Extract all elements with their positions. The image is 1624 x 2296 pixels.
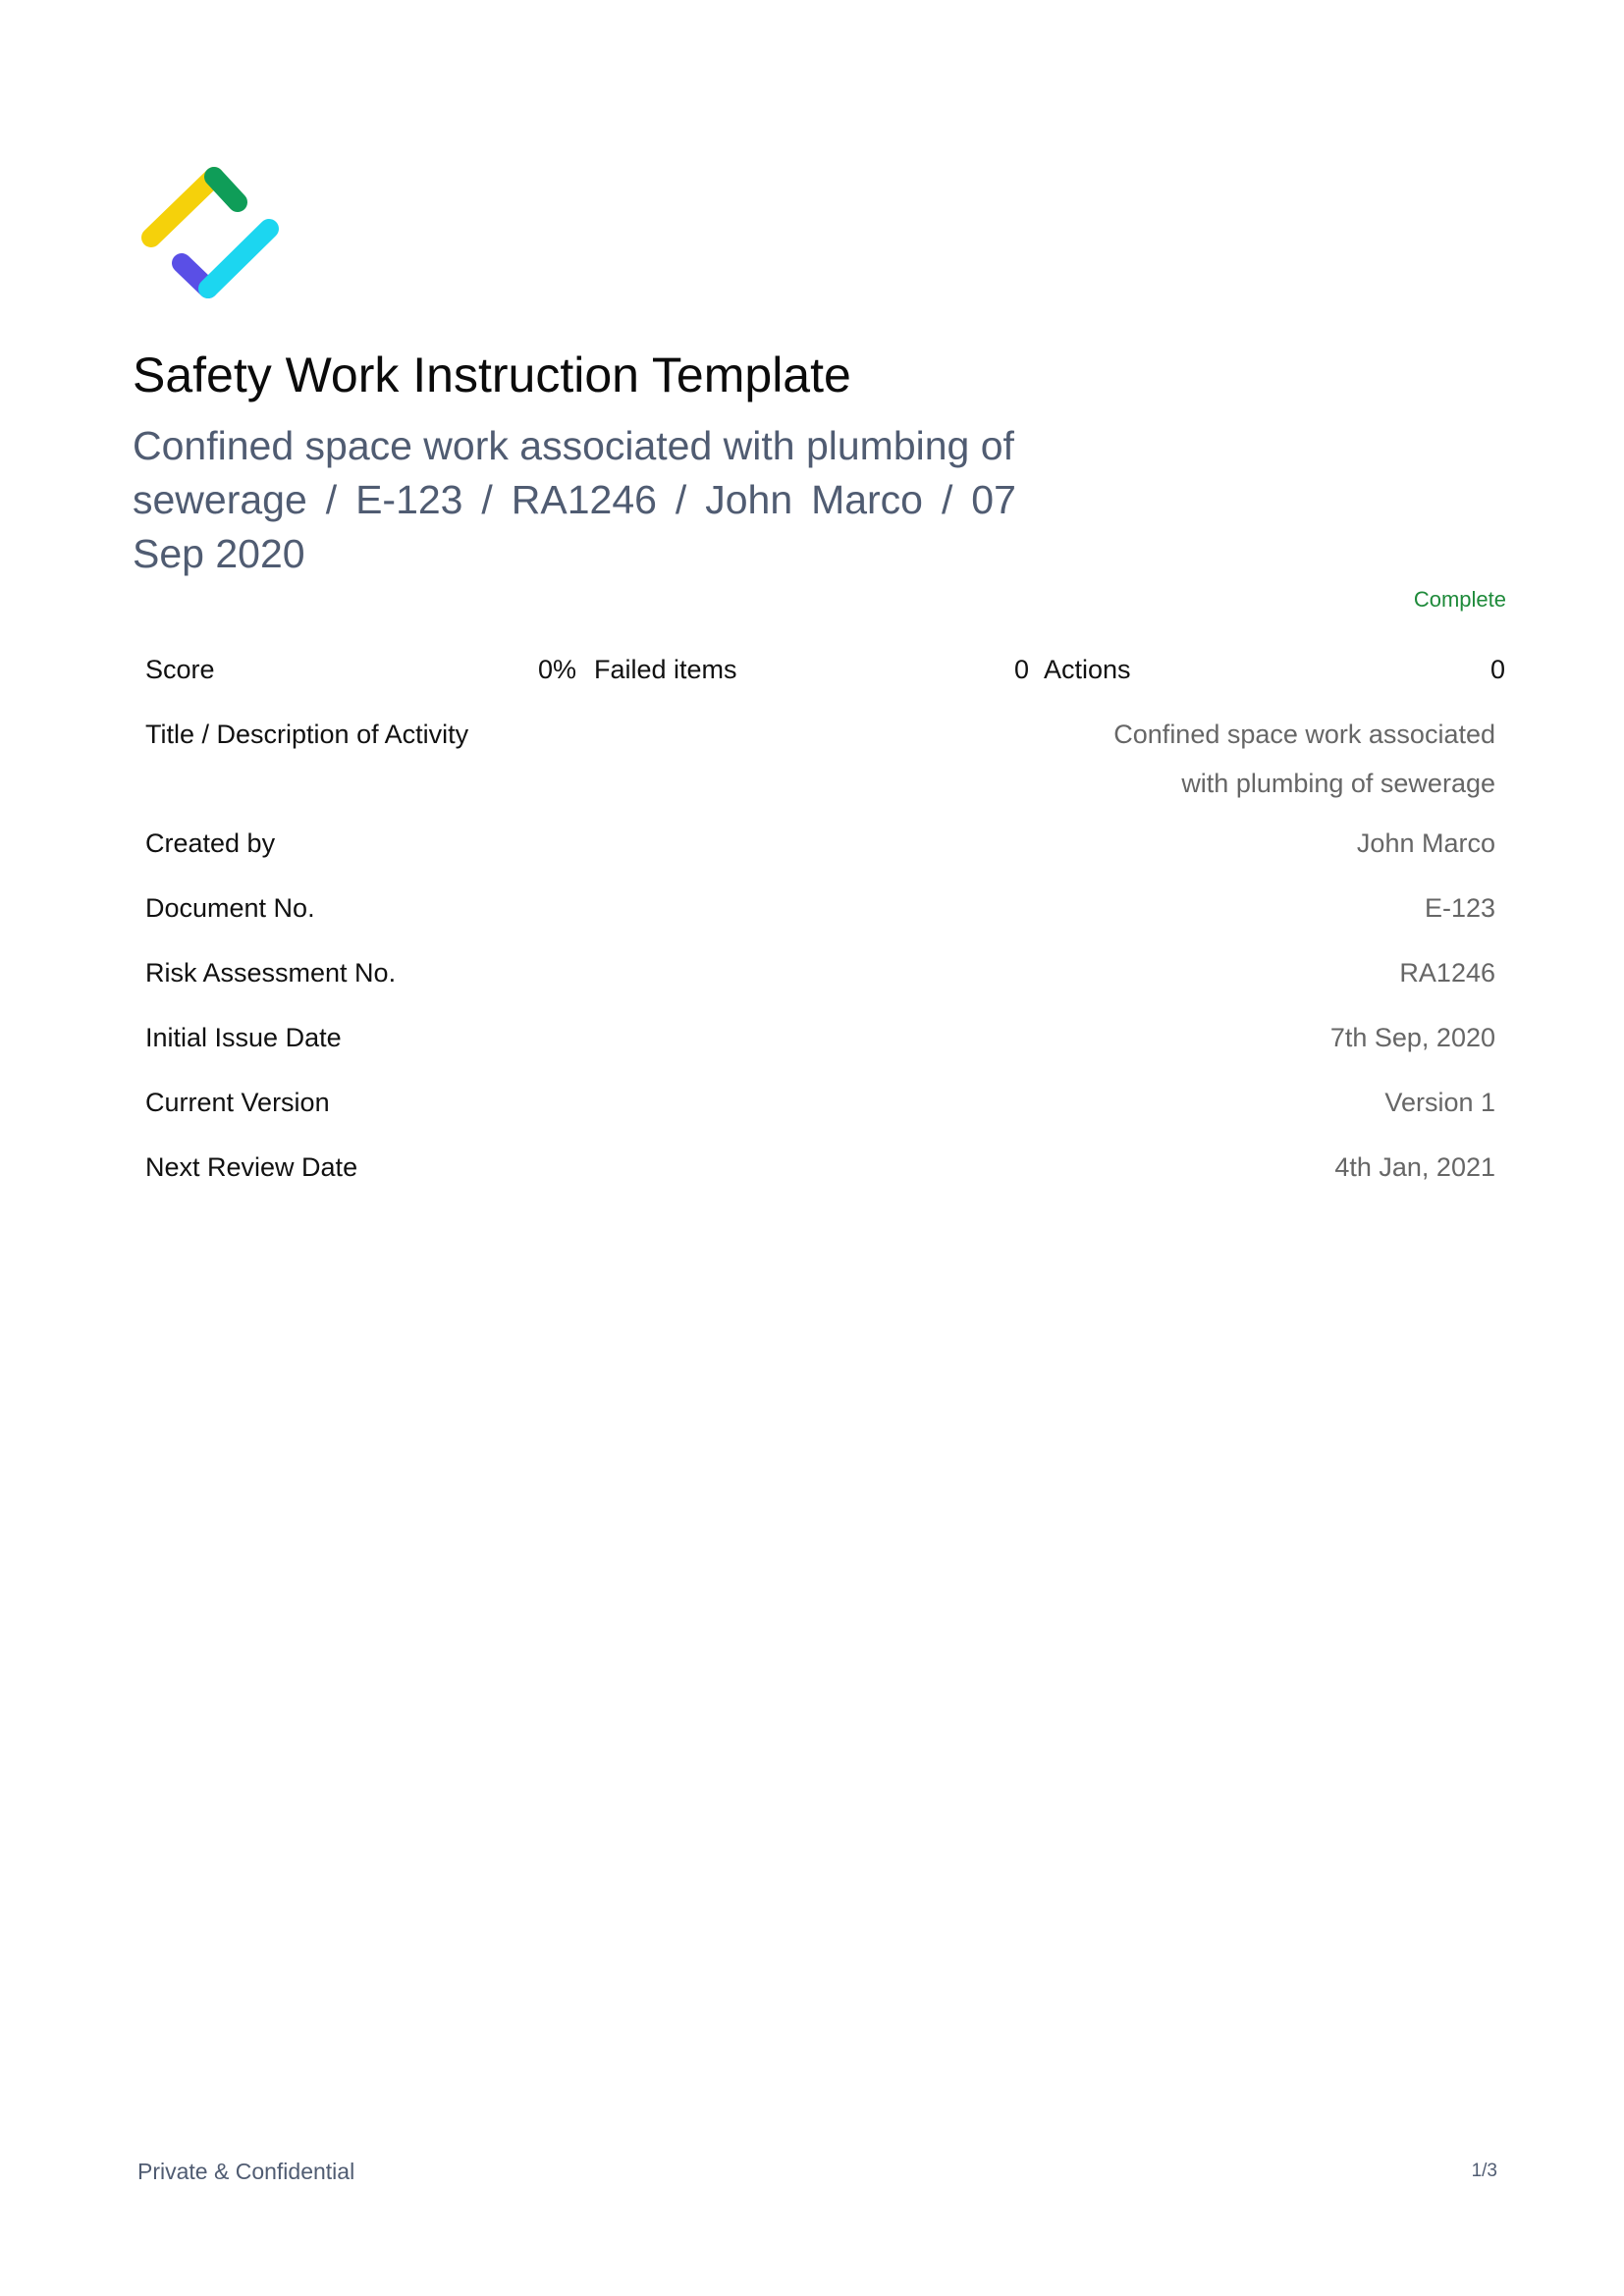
- field-value: 7th Sep, 2020: [1329, 1023, 1495, 1052]
- footer-confidential: Private & Confidential: [137, 2159, 355, 2184]
- subtitle-segment: 07: [971, 477, 1016, 522]
- failed-items-label: Failed items: [594, 655, 737, 684]
- actions-label: Actions: [1044, 655, 1131, 684]
- field-row-created-by: [145, 828, 1495, 868]
- subtitle-segment: sewerage: [133, 477, 307, 522]
- brand-logo-icon: [137, 167, 285, 309]
- field-label: Next Review Date: [145, 1152, 358, 1182]
- field-label: Title / Description of Activity: [145, 720, 469, 749]
- subtitle-segment: Marco: [811, 477, 923, 522]
- field-label: Document No.: [145, 893, 315, 923]
- actions-value: 0: [1489, 655, 1505, 684]
- field-row-document-no: [145, 893, 1495, 933]
- field-value: RA1246: [1399, 958, 1495, 988]
- subtitle-separator: /: [941, 477, 953, 522]
- field-row-risk-assessment-no: [145, 958, 1495, 997]
- subtitle-line: [133, 473, 1016, 527]
- field-row-current-version: [145, 1088, 1495, 1127]
- field-label: Risk Assessment No.: [145, 958, 397, 988]
- subtitle-line: Sep 2020: [133, 531, 305, 576]
- field-row-title-description: [145, 720, 1495, 808]
- subtitle-separator: /: [325, 477, 338, 522]
- page-subtitle: [133, 419, 1016, 581]
- page-title: Safety Work Instruction Template: [133, 347, 851, 402]
- field-label: Created by: [145, 828, 276, 858]
- field-value: [1113, 710, 1495, 808]
- field-value: E-123: [1424, 893, 1495, 923]
- subtitle-segment: RA1246: [511, 477, 657, 522]
- subtitle-line: Confined space work associated with plumbing of: [133, 423, 1014, 468]
- page-number: 1/3: [1471, 2161, 1497, 2181]
- score-label: Score: [145, 655, 215, 684]
- field-row-next-review-date: [145, 1152, 1495, 1192]
- field-label: Initial Issue Date: [145, 1023, 342, 1052]
- status-badge: Complete: [1413, 587, 1506, 612]
- subtitle-separator: /: [481, 477, 493, 522]
- field-value: John Marco: [1356, 828, 1495, 858]
- subtitle-separator: /: [675, 477, 687, 522]
- field-label: Current Version: [145, 1088, 330, 1117]
- field-value: Version 1: [1384, 1088, 1495, 1117]
- field-value: 4th Jan, 2021: [1334, 1152, 1495, 1182]
- field-value-line: with plumbing of sewerage: [1181, 769, 1495, 798]
- subtitle-segment: John: [705, 477, 793, 522]
- field-row-initial-issue-date: [145, 1023, 1495, 1062]
- subtitle-segment: E-123: [355, 477, 463, 522]
- score-value: 0%: [538, 655, 577, 684]
- summary-row: [145, 655, 1505, 694]
- failed-items-value: 0: [1014, 655, 1030, 684]
- field-value-line: Confined space work associated: [1113, 720, 1495, 749]
